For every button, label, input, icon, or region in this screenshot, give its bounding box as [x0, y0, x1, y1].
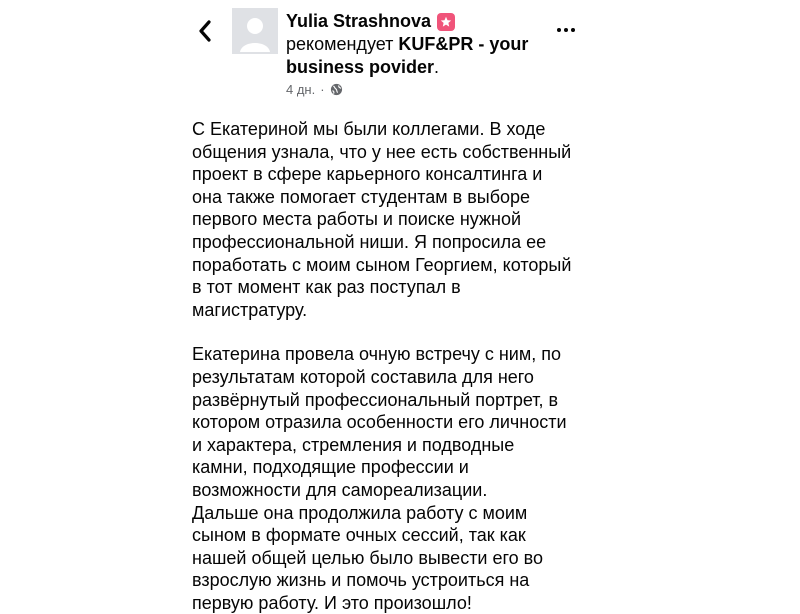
post-paragraph: С Екатериной мы были коллегами. В ходе общения узнала, что у нее есть собственный проект в сфере карьерного консалтинга и она также помогает студентам в выборе первого места работы и поиске нужной профессиональной ниши. Я попросила ее поработать с моим сыном Георгием, который в тот момент как раз поступал в магистратуру. — [192, 118, 572, 321]
star-icon — [437, 13, 455, 31]
more-dot — [564, 28, 568, 32]
post-body — [192, 118, 572, 614]
recommended-page-link[interactable]: KUF&PR - your business povider — [286, 34, 528, 77]
back-button[interactable] — [190, 16, 220, 46]
more-dot — [571, 28, 575, 32]
post-paragraph: Дальше она продолжила работу с моим сыном в формате очных сессий, так как нашей общей целью было вывести его во взрослую жизнь и помочь устроиться на первую работу. И это произошло! — [192, 502, 572, 614]
more-dot — [557, 28, 561, 32]
timestamp[interactable]: 4 дн. — [286, 82, 315, 97]
post-header — [286, 10, 536, 79]
chevron-left-icon — [197, 19, 213, 43]
more-options-button[interactable] — [552, 20, 580, 40]
avatar[interactable] — [232, 8, 278, 54]
page-suffix: . — [434, 57, 439, 77]
paragraph-gap — [192, 321, 572, 343]
meta-separator: · — [320, 82, 324, 97]
post-meta — [286, 82, 343, 97]
globe-icon — [330, 83, 343, 96]
recommend-line — [286, 33, 536, 79]
author-name[interactable]: Yulia Strashnova — [286, 10, 431, 33]
post-paragraph: Екатерина провела очную встречу с ним, по результатам которой составила для него развёрнутый профессиональный портрет, в котором отразила особенности его личности и характера, стремления и подводные камни, подходящие профессии и возможности для самореализации. — [192, 343, 572, 501]
default-avatar-icon — [232, 8, 278, 54]
recommend-verb: рекомендует — [286, 34, 393, 54]
